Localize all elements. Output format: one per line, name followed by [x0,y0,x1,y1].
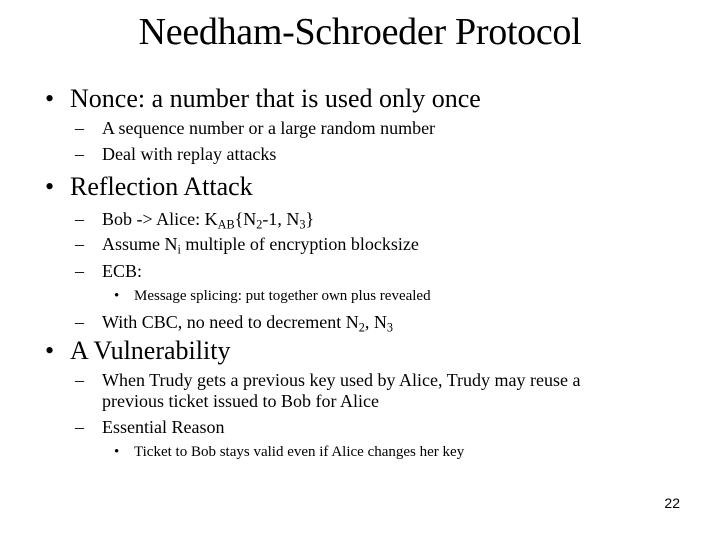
sub-item-text: A sequence number or a large random number [102,118,436,138]
dash-marker: – [75,417,84,437]
dash-marker: – [75,209,84,229]
bullet-text: Nonce: a number that is used only once [70,84,481,113]
bullet-text: A Vulnerability [70,336,231,365]
sub-sub-item-text: Ticket to Bob stays valid even if Alice changes her key [134,444,465,460]
dash-marker: – [75,234,84,254]
dash-marker: – [75,118,84,138]
dash-marker: – [75,370,84,390]
dash-marker: – [75,312,84,332]
sub-item-text: With CBC, no need to decrement $N_2$, $N_3$ [102,312,393,335]
bullet-marker: • [114,444,120,460]
dash-marker: – [75,144,84,164]
sub-item-text: Bob -> Alice: $K_{AB}\{N_2-1$, $N_3$} [102,209,315,232]
bullet-marker: • [45,84,55,113]
bullet-marker: • [45,172,55,201]
page-number: 22 [664,495,680,511]
bullet-text: Reflection Attack [70,172,253,201]
sub-item-text: Assume $N_i$ multiple of encryption blocksize [102,234,419,257]
slide-title: Needham-Schroeder Protocol [138,11,582,53]
sub-item-text-line-1: When Trudy gets a previous key used by Alice, Trudy may reuse a [102,370,581,390]
bullet-marker: • [45,336,55,365]
sub-sub-item-text: Message splicing: put together own plus revealed [134,288,431,304]
dash-marker: – [75,261,84,281]
sub-item-text: Essential Reason [102,417,225,437]
bullet-marker: • [114,288,120,304]
sub-item-text: Deal with replay attacks [102,144,277,164]
sub-item-text: ECB: [102,261,143,281]
sub-item-text-line-2: previous ticket issued to Bob for Alice [102,391,379,411]
